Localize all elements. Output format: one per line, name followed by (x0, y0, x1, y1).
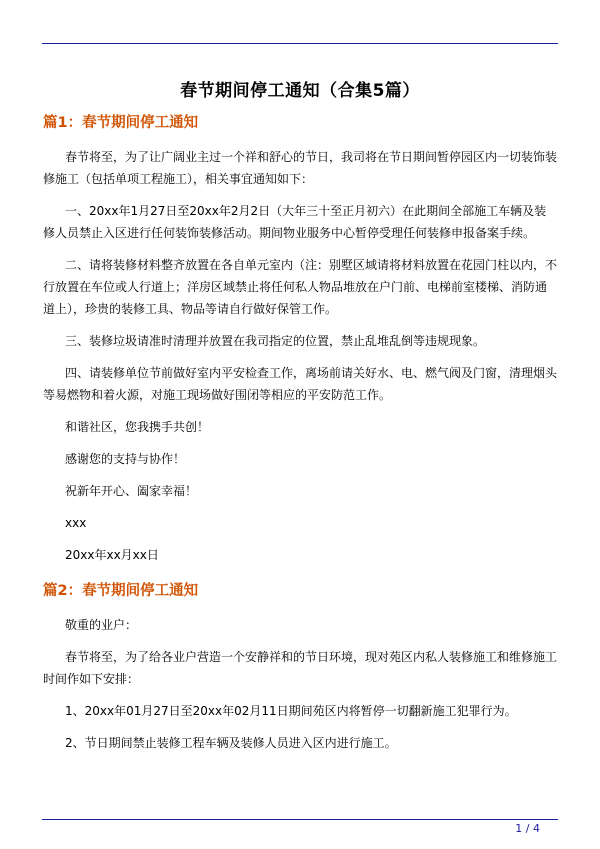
footer-rule (42, 819, 558, 820)
section-1-paragraph: 四、请装修单位节前做好室内平安检查工作，离场前请关好水、电、燃气阀及门窗，清理烟头等易燃物和着火源，对施工现场做好围闭等相应的平安防范工作。 (43, 366, 558, 402)
section-1-paragraph: 春节将至，为了让广阔业主过一个祥和舒心的节日，我司将在节日期间暂停园区内一切装饰装修施工（包括单项工程施工），相关事宜通知如下： (43, 150, 558, 186)
section-1-closing: 感谢您的支持与协作！ (65, 452, 186, 466)
section-2-paragraph: 2、节日期间禁止装修工程车辆及装修人员进入区内进行施工。 (65, 736, 397, 750)
section-1-paragraph: 三、装修垃圾请准时清理并放置在我司指定的位置，禁止乱堆乱倒等违规现象。 (65, 334, 486, 348)
section-2-paragraph: 1、20xx年01月27日至20xx年02月11日期间苑区内将暂停一切翻新施工犯罪行为。 (65, 704, 517, 718)
header-rule (42, 43, 558, 44)
section-1-paragraph: 二、请将装修材料整齐放置在各自单元室内（注：别墅区域请将材料放置在花园门柱以内，不行放置在车位或人行道上；洋房区域禁止将任何私人物品堆放在户门前、电梯前室楼梯、消防通道上），珍贵的装修工具、物品等请自行做好保管工作。 (43, 258, 558, 316)
section-1-date: 20xx年xx月xx日 (65, 548, 159, 562)
document-title: 春节期间停工通知（合集5篇） (180, 81, 420, 101)
section-2-salutation: 敬重的业户： (65, 618, 138, 632)
section-1-paragraph: 一、20xx年1月27日至20xx年2月2日（大年三十至正月初六）在此期间全部施工车辆及装修人员禁止入区进行任何装饰装修活动。期间物业服务中心暂停受理任何装修申报备案手续。 (43, 204, 547, 240)
section-2-heading: 篇2：春节期间停工通知 (43, 583, 199, 599)
section-2-paragraph: 春节将至，为了给各业户营造一个安静祥和的节日环境，现对苑区内私人装修施工和维修施工时间作如下安排： (43, 650, 558, 686)
section-1-heading: 篇1：春节期间停工通知 (43, 115, 199, 131)
section-1-signature: xxx (65, 516, 87, 530)
section-1-closing: 祝新年开心、阖家幸福！ (65, 484, 198, 498)
document-body (43, 112, 558, 764)
section-1-closing: 和谐社区，您我携手共创！ (65, 420, 210, 434)
page-indicator: 1 / 4 (515, 822, 540, 835)
